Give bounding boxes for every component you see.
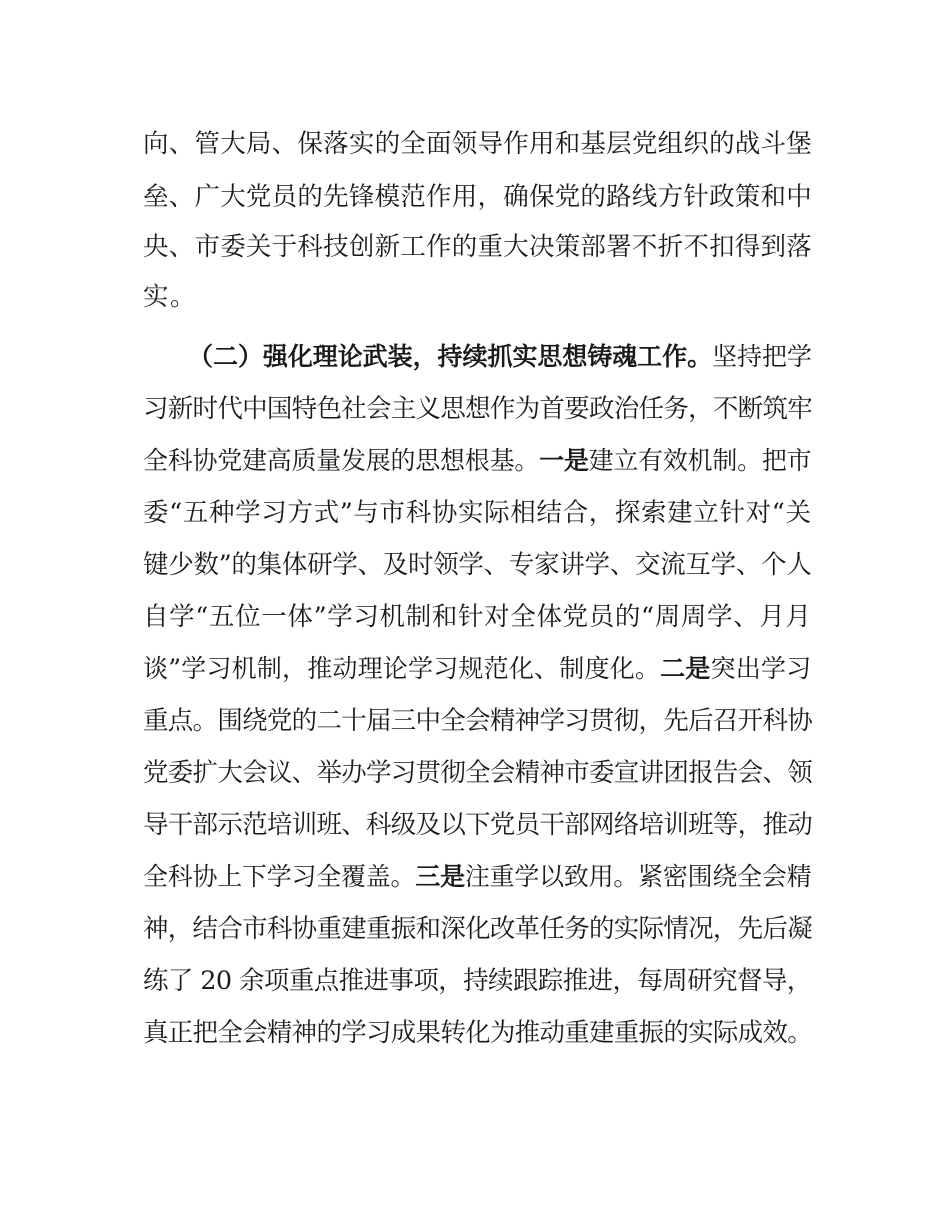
para2-line-8: 重点。围绕党的二十届三中全会精神学习贯彻，先后召开科协	[143, 706, 813, 736]
para2-line-7	[143, 650, 811, 688]
para2-line-5: 键少数”的集体研学、及时领学、专家讲学、交流互学、个人	[143, 550, 812, 580]
para2-line-7-a: 谈”学习机制，推动理论学习规范化、制度化。	[143, 654, 661, 683]
para2-line-11	[143, 858, 811, 896]
para2-line-10: 导干部示范培训班、科级及以下党员干部网络培训班等，推动	[143, 810, 813, 840]
para2-line-12: 神，结合市科协重建重振和深化改革任务的实际情况，先后凝	[143, 914, 813, 944]
para1-line-4: 实。	[143, 282, 198, 312]
marker-first: 一是	[539, 446, 589, 475]
marker-third: 三是	[415, 862, 465, 891]
para1-line-2: 垒、广大党员的先锋模范作用，确保党的路线方针政策和中	[143, 182, 813, 212]
para2-line-14: 真正把全会精神的学习成果转化为推动重建重振的实际成效。	[143, 1018, 813, 1048]
para2-line-7-b: 突出学习	[710, 654, 812, 683]
para2-line-3	[143, 442, 811, 480]
para2-line-4: 委“五种学习方式”与市科协实际相结合，探索建立针对“关	[143, 498, 812, 528]
para2-line-1-text: 坚持把学	[712, 342, 812, 371]
para1-line-3: 央、市委关于科技创新工作的重大决策部署不折不扣得到落	[143, 232, 813, 262]
para2-line-3-b: 建立有效机制。把市	[588, 446, 812, 475]
para2-line-6: 自学“五位一体”学习机制和针对全体党员的“周周学、月月	[143, 602, 812, 632]
para2-line-3-a: 全科协党建高质量发展的思想根基。	[143, 446, 540, 475]
para2-line-11-a: 全科协上下学习全覆盖。	[143, 862, 416, 891]
para2-line-9: 党委扩大会议、举办学习贯彻全会精神市委宣讲团报告会、领	[143, 758, 813, 788]
para2-line-11-b: 注重学以致用。紧密围绕全会精	[464, 862, 812, 891]
para2-line-13: 练了 20 余项重点推进事项，持续跟踪推进，每周研究督导，	[143, 966, 812, 996]
para2-line-1	[188, 338, 812, 376]
section-heading: （二）强化理论武装，持续抓实思想铸魂工作。	[188, 342, 713, 371]
para1-line-1: 向、管大局、保落实的全面领导作用和基层党组织的战斗堡	[143, 129, 813, 159]
marker-second: 二是	[660, 654, 711, 683]
para2-line-2: 习新时代中国特色社会主义思想作为首要政治任务，不断筑牢	[143, 394, 813, 424]
